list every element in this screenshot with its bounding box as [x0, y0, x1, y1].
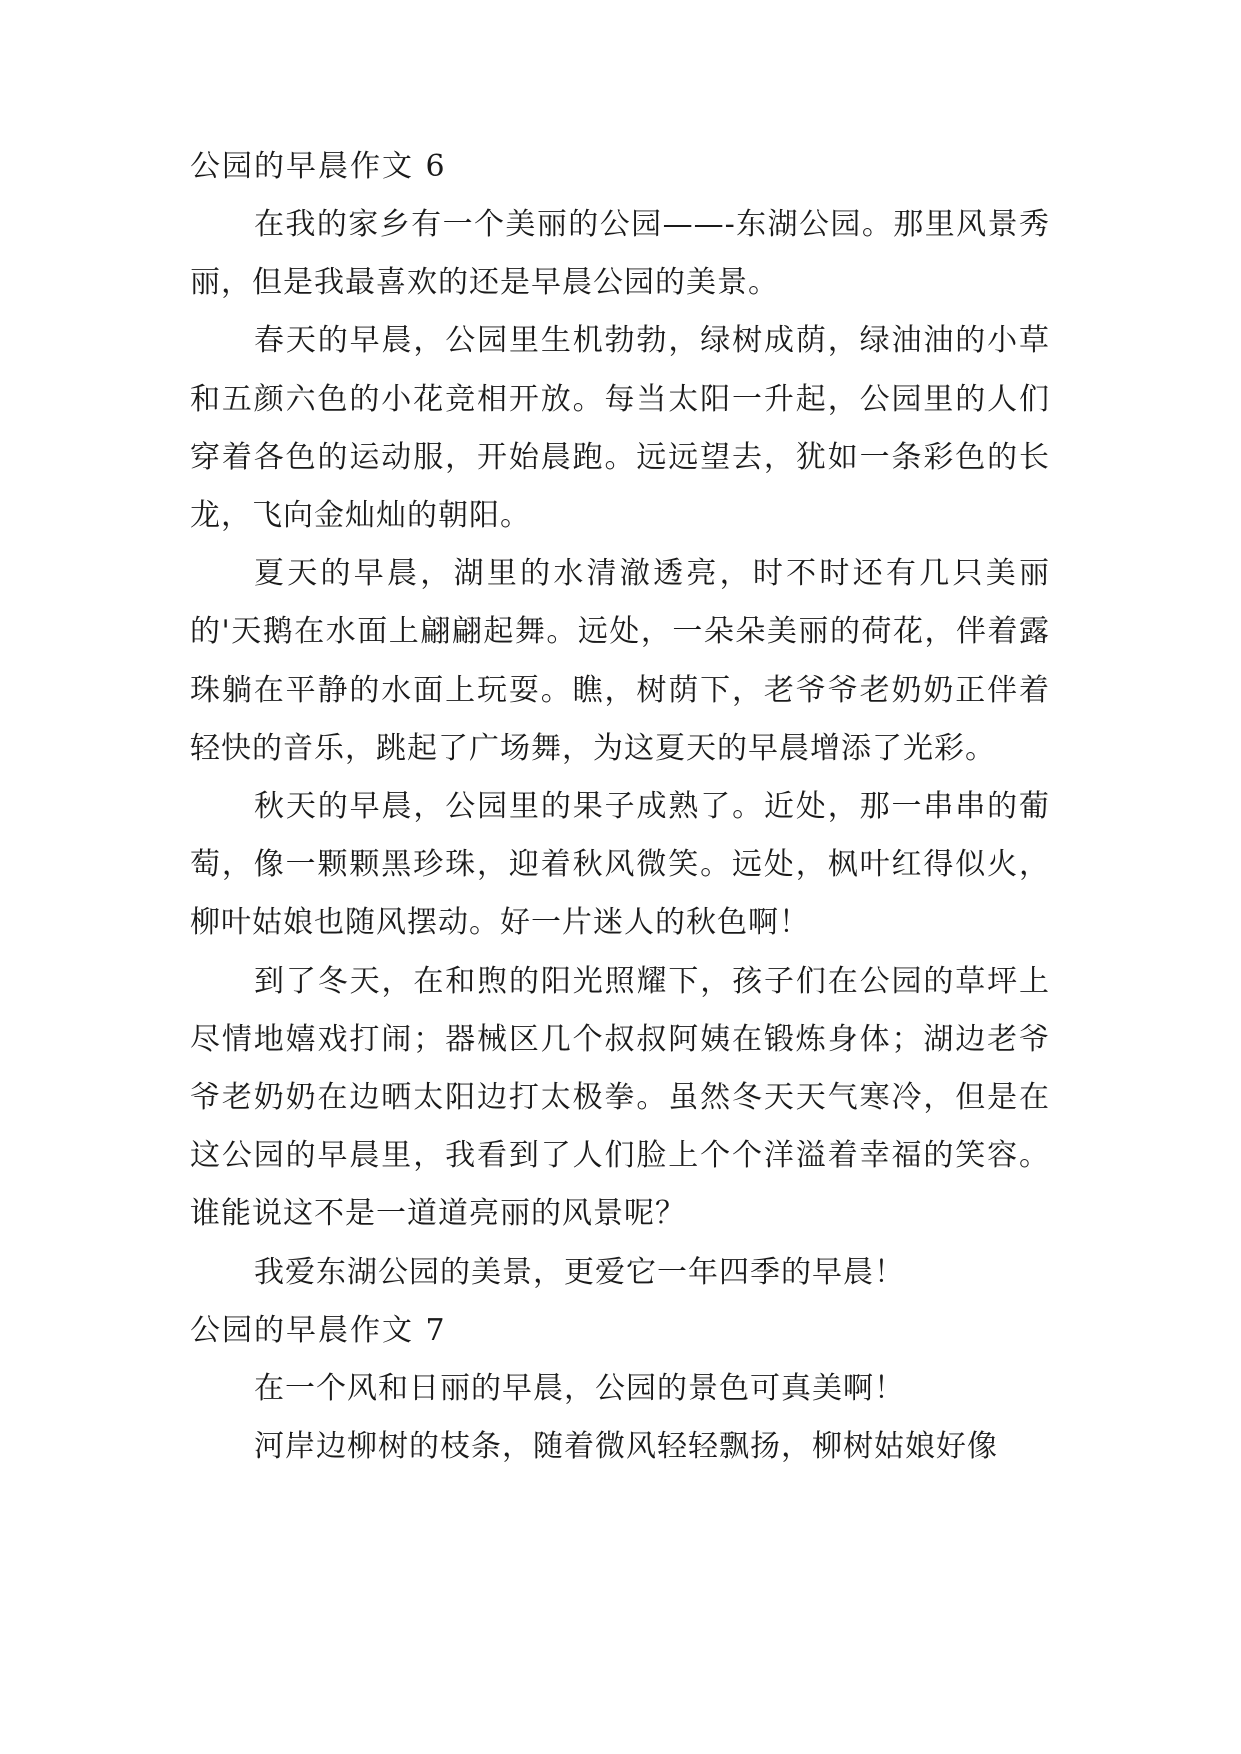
document-page — [190, 138, 1050, 1476]
essay-6-paragraph-6: 我爱东湖公园的美景，更爱它一年四季的早晨！ — [254, 1254, 905, 1290]
essay-6-paragraph-2: 春天的早晨，公园里生机勃勃，绿树成荫，绿油油的小草和五颜六色的小花竞相开放。每当太阳一升起，公园里的人们穿着各色的运动服，开始晨跑。远远望去，犹如一条彩色的长龙，飞向金灿灿的朝阳。 — [190, 323, 1050, 534]
essay-7-title: 公园的早晨作文 7 — [190, 1312, 447, 1348]
essay-6-paragraph-3: 夏天的早晨，湖里的水清澈透亮，时不时还有几只美丽的'天鹅在水面上翩翩起舞。远处，一朵朵美丽的荷花，伴着露珠躺在平静的水面上玩耍。瞧，树荫下，老爷爷老奶奶正伴着轻快的音乐，跳起了广场舞，为这夏天的早晨增添了光彩。 — [190, 556, 1050, 766]
essay-6-paragraph-5: 到了冬天，在和煦的阳光照耀下，孩子们在公园的草坪上尽情地嬉戏打闹；器械区几个叔叔阿姨在锻炼身体；湖边老爷爷老奶奶在边晒太阳边打太极拳。虽然冬天天气寒冷，但是在这公园的早晨里，我看到了人们脸上个个洋溢着幸福的笑容。谁能说这不是一道道亮丽的风景呢？ — [190, 963, 1050, 1232]
essay-6-title: 公园的早晨作文 6 — [190, 149, 447, 184]
essay-7-paragraph-2: 河岸边柳树的枝条，随着微风轻轻飘扬，柳树姑娘好像 — [254, 1429, 998, 1465]
essay-6-paragraph-4: 秋天的早晨，公园里的果子成熟了。近处，那一串串的葡萄，像一颗颗黑珍珠，迎着秋风微笑。远处，枫叶红得似火，柳叶姑娘也随风摆动。好一片迷人的秋色啊！ — [190, 789, 1050, 941]
essay-6-paragraph-1: 在我的家乡有一个美丽的公园——-东湖公园。那里风景秀丽，但是我最喜欢的还是早晨公园的美景。 — [190, 207, 1050, 301]
essay-7-paragraph-1: 在一个风和日丽的早晨，公园的景色可真美啊！ — [254, 1370, 905, 1406]
